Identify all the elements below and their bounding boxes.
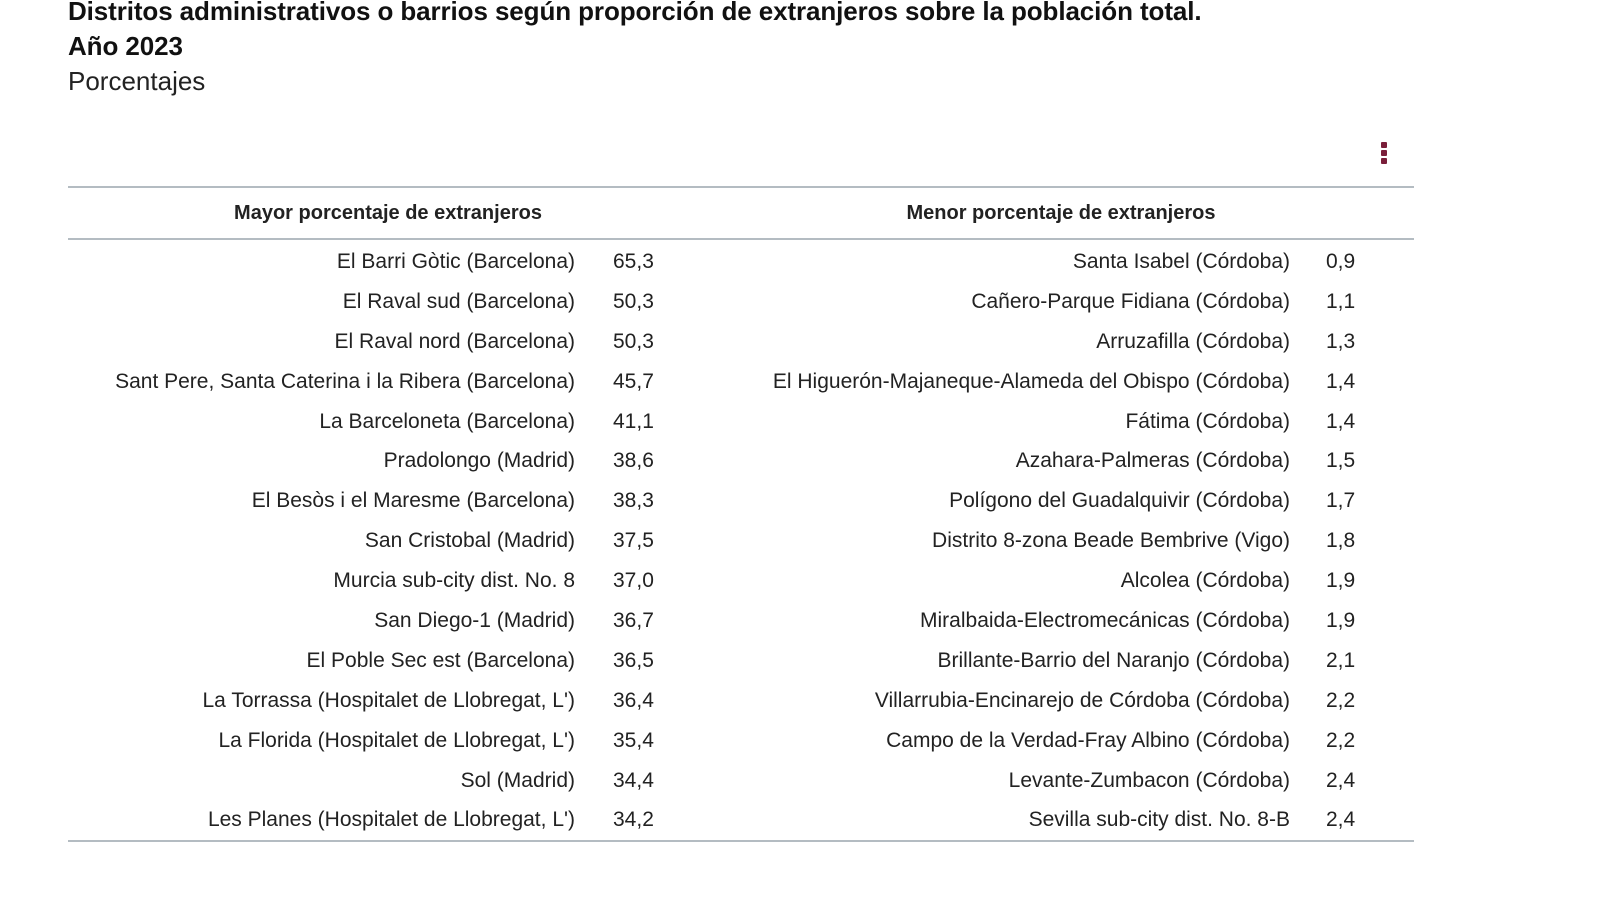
low-name-cell: Arruzafilla (Córdoba) (1096, 329, 1290, 353)
high-value-cell: 65,3 (613, 249, 654, 273)
table-row (68, 561, 1414, 601)
low-value-cell: 1,3 (1326, 329, 1356, 353)
low-value-cell: 2,2 (1326, 688, 1356, 712)
high-name-cell: La Barceloneta (Barcelona) (319, 409, 575, 433)
low-name-cell: Levante-Zumbacon (Córdoba) (1008, 768, 1290, 792)
title-block (68, 0, 1418, 99)
data-table (68, 186, 1414, 842)
high-name-cell: Murcia sub-city dist. No. 8 (333, 569, 575, 593)
low-name-cell: Distrito 8-zona Beade Bembrive (Vigo) (932, 529, 1290, 553)
low-value-cell: 1,7 (1326, 489, 1356, 513)
high-name-cell: El Raval nord (Barcelona) (334, 329, 575, 353)
high-value-cell: 50,3 (613, 289, 654, 313)
low-name-cell: Cañero-Parque Fidiana (Córdoba) (971, 289, 1290, 313)
high-value-cell: 45,7 (613, 369, 654, 393)
low-name-cell: Alcolea (Córdoba) (1120, 569, 1290, 593)
vertical-ellipsis-icon (1381, 150, 1387, 156)
table-row (68, 521, 1414, 561)
table-row (68, 641, 1414, 681)
vertical-ellipsis-icon (1381, 142, 1387, 148)
table-row (68, 441, 1414, 481)
low-name-cell: Miralbaida-Electromecánicas (Córdoba) (920, 608, 1290, 632)
high-value-cell: 37,5 (613, 529, 654, 553)
low-value-cell: 2,4 (1326, 768, 1356, 792)
low-value-cell: 1,8 (1326, 529, 1356, 553)
high-name-cell: El Besòs i el Maresme (Barcelona) (251, 489, 575, 513)
page-title-year: Año 2023 (68, 31, 183, 61)
high-name-cell: Sol (Madrid) (460, 768, 575, 792)
table-row (68, 402, 1414, 442)
table-body (68, 239, 1414, 841)
high-name-cell: Pradolongo (Madrid) (383, 449, 575, 473)
low-value-cell: 1,4 (1326, 369, 1356, 393)
page-title: Distritos administrativos o barrios según proporción de extranjeros sobre la población total. (68, 0, 1202, 26)
page-subtitle: Porcentajes (68, 66, 206, 96)
low-value-cell: 1,9 (1326, 569, 1356, 593)
vertical-ellipsis-icon (1381, 158, 1387, 164)
high-value-cell: 35,4 (613, 728, 654, 752)
low-name-cell: Sevilla sub-city dist. No. 8-B (708, 800, 1326, 841)
high-name-cell: El Raval sud (Barcelona) (342, 289, 575, 313)
table-row (68, 601, 1414, 641)
column-header-lowest: Menor porcentaje de extranjeros (708, 187, 1414, 239)
low-name-cell: Santa Isabel (Córdoba) (1072, 249, 1290, 273)
table-row (68, 481, 1414, 521)
high-value-cell: 36,5 (613, 648, 654, 672)
more-options-button[interactable] (1376, 142, 1392, 172)
high-value-cell: 34,4 (613, 768, 654, 792)
table-row (68, 362, 1414, 402)
high-value-cell: 36,4 (613, 688, 654, 712)
table-header-row (68, 187, 1414, 239)
low-value-cell: 2,4 (1326, 800, 1414, 841)
high-name-cell: El Barri Gòtic (Barcelona) (336, 249, 575, 273)
high-name-cell: El Poble Sec est (Barcelona) (306, 648, 575, 672)
low-value-cell: 1,1 (1326, 289, 1356, 313)
table-row (68, 322, 1414, 362)
high-name-cell: Les Planes (Hospitalet de Llobregat, L') (68, 800, 613, 841)
high-name-cell: La Florida (Hospitalet de Llobregat, L') (218, 728, 575, 752)
table-row (68, 800, 1414, 841)
high-value-cell: 37,0 (613, 569, 654, 593)
low-value-cell: 1,4 (1326, 409, 1356, 433)
high-value-cell: 34,2 (613, 800, 708, 841)
low-name-cell: El Higuerón-Majaneque-Alameda del Obispo (Córdoba) (772, 369, 1290, 393)
high-value-cell: 38,6 (613, 449, 654, 473)
table-row (68, 761, 1414, 801)
low-value-cell: 1,9 (1326, 608, 1356, 632)
high-name-cell: Sant Pere, Santa Caterina i la Ribera (Barcelona) (115, 369, 575, 393)
low-value-cell: 1,5 (1326, 449, 1356, 473)
low-name-cell: Azahara-Palmeras (Córdoba) (1015, 449, 1290, 473)
table-row (68, 239, 1414, 282)
low-name-cell: Villarrubia-Encinarejo de Córdoba (Córdoba) (874, 688, 1290, 712)
high-name-cell: San Diego-1 (Madrid) (374, 608, 575, 632)
table-row (68, 681, 1414, 721)
low-name-cell: Polígono del Guadalquivir (Córdoba) (949, 489, 1290, 513)
high-value-cell: 36,7 (613, 608, 654, 632)
low-value-cell: 2,2 (1326, 728, 1356, 752)
column-header-highest: Mayor porcentaje de extranjeros (68, 187, 708, 239)
table-row (68, 721, 1414, 761)
low-name-cell: Campo de la Verdad-Fray Albino (Córdoba) (886, 728, 1290, 752)
high-value-cell: 50,3 (613, 329, 654, 353)
low-value-cell: 0,9 (1326, 249, 1356, 273)
low-name-cell: Brillante-Barrio del Naranjo (Córdoba) (937, 648, 1290, 672)
high-value-cell: 38,3 (613, 489, 654, 513)
high-name-cell: San Cristobal (Madrid) (364, 529, 575, 553)
high-value-cell: 41,1 (613, 409, 654, 433)
low-value-cell: 2,1 (1326, 648, 1356, 672)
table-row (68, 282, 1414, 322)
high-name-cell: La Torrassa (Hospitalet de Llobregat, L') (202, 688, 575, 712)
low-name-cell: Fátima (Córdoba) (1125, 409, 1290, 433)
